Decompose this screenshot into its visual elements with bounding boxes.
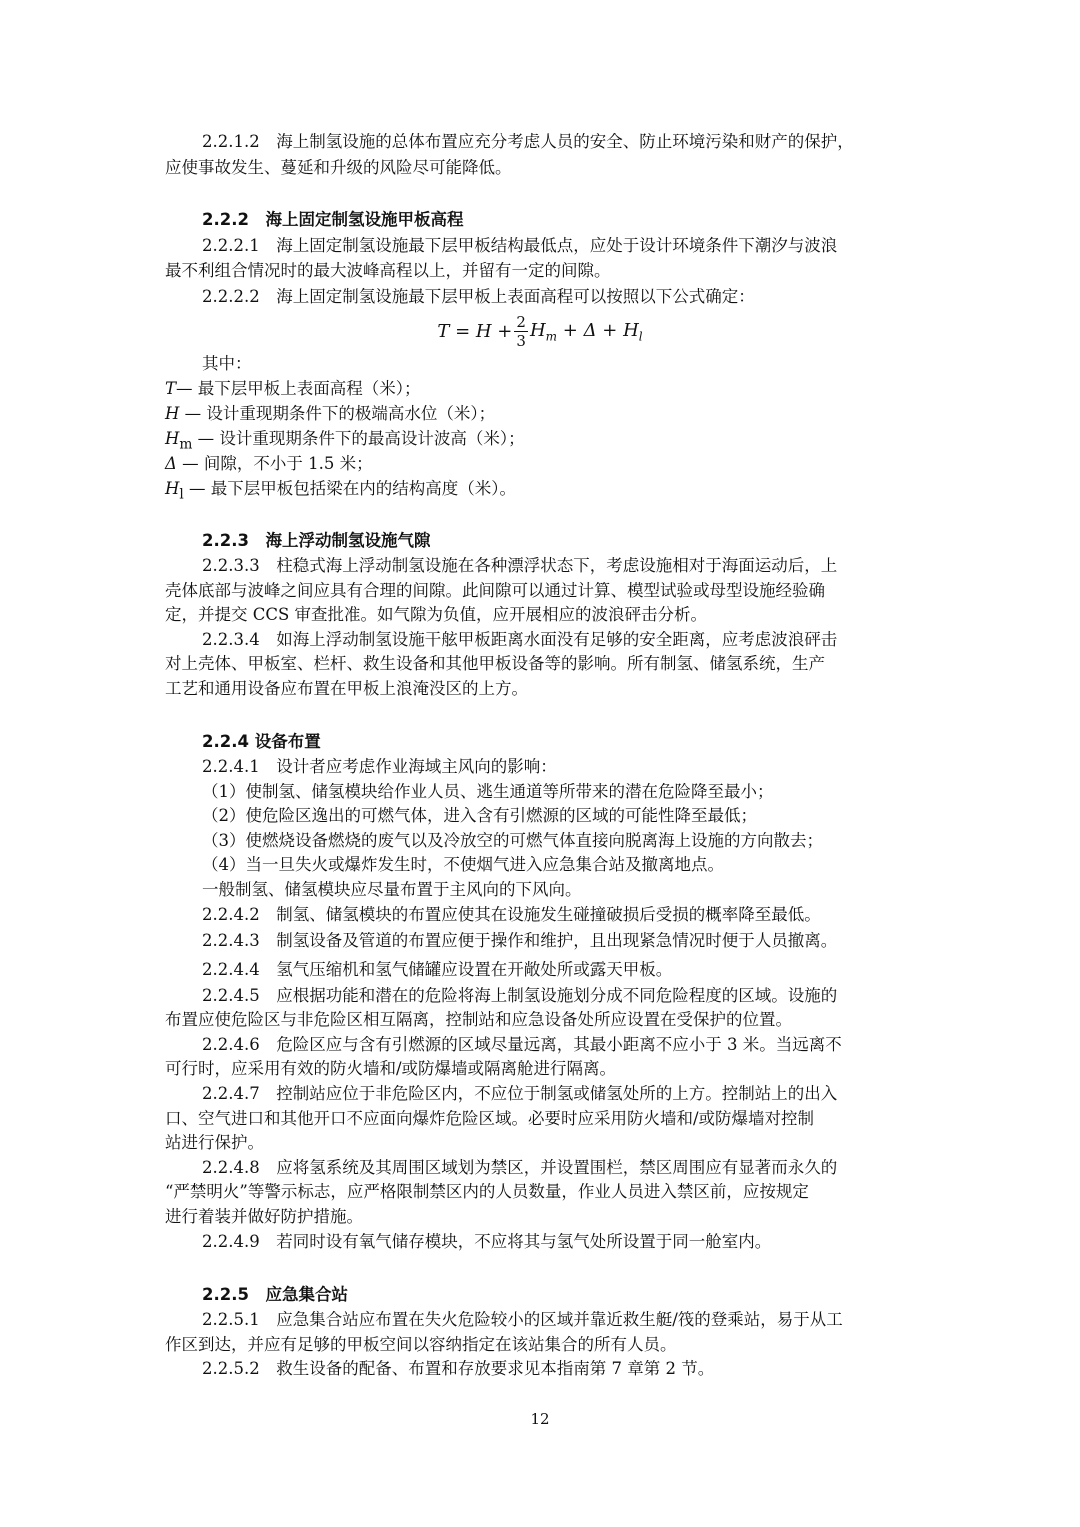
- clause-2-2-5-2: 2.2.5.2 救生设备的配备、布置和存放要求见本指南第 7 章第 2 节。: [202, 1359, 715, 1378]
- section-heading-2-2-3: 2.2.3 海上浮动制氢设施气隙: [202, 531, 431, 550]
- clause-text: 可行时，应采用有效的防火墙和/或防爆墙或隔离舱进行隔离。: [165, 1059, 617, 1078]
- clause-2-2-4-5: 2.2.4.5 应根据功能和潜在的危险将海上制氢设施划分成不同危险程度的区域。设施的: [202, 986, 838, 1005]
- clause-text: 作区到达，并应有足够的甲板空间以容纳指定在该站集合的所有人员。: [165, 1335, 677, 1354]
- section-heading-2-2-4: 2.2.4 设备布置: [202, 732, 321, 751]
- page-number: 12: [530, 1410, 550, 1428]
- clause-text: “严禁明火”等警示标志，应严格限制禁区内的人员数量，作业人员进入禁区前，应按规定: [165, 1182, 809, 1201]
- clause-2-2-4-1: 2.2.4.1 设计者应考虑作业海域主风向的影响：: [202, 757, 557, 776]
- list-item: （1）使制氢、储氢模块给作业人员、逃生通道等所带来的潜在危险降至最小；: [202, 782, 774, 801]
- section-heading-2-2-5: 2.2.5 应急集合站: [202, 1285, 348, 1304]
- formula-subscript: l: [638, 329, 643, 344]
- definition-item: Δ — 间隙，不小于 1.5 米；: [165, 454, 373, 473]
- clause-text: 口、空气进口和其他开口不应面向爆炸危险区域。必要时应采用防火墙和/或防爆墙对控制: [165, 1109, 815, 1128]
- definition-item: $H_l$ — 最下层甲板包括梁在内的结构高度（米）。: [165, 479, 517, 503]
- clause-text: 定，并提交 CCS 审查批准。如气隙为负值，应开展相应的波浪砰击分析。: [165, 605, 708, 624]
- clause-text: 工艺和通用设备应布置在甲板上浪淹没区的上方。: [165, 679, 528, 698]
- list-item: （2）使危险区逸出的可燃气体，进入含有引燃源的区域的可能性降至最低；: [202, 806, 757, 825]
- formula-subscript: m: [545, 329, 558, 344]
- clause-2-2-5-1: 2.2.5.1 应急集合站应布置在失火危险较小的区域并靠近救生艇/筏的登乘站，易于从工: [202, 1310, 843, 1329]
- clause-text: 最不利组合情况时的最大波峰高程以上，并留有一定的间隙。: [165, 261, 611, 280]
- clause-2-2-4-9: 2.2.4.9 若同时设有氧气储存模块，不应将其与氢气处所设置于同一舱室内。: [202, 1232, 772, 1251]
- definition-item: H — 设计重现期条件下的极端高水位（米）；: [165, 404, 496, 423]
- definition-item: T— 最下层甲板上表面高程（米）；: [165, 379, 421, 398]
- list-item: （3）使燃烧设备燃烧的废气以及冷放空的可燃气体直接向脱离海上设施的方向散去；: [202, 831, 823, 850]
- clause-text: 对上壳体、甲板室、栏杆、救生设备和其他甲板设备等的影响。所有制氢、储氢系统，生产: [165, 654, 825, 673]
- clause-text: 应使事故发生、蔓延和升级的风险尽可能降低。: [165, 158, 512, 177]
- clause-2-2-4-3: 2.2.4.3 制氢设备及管道的布置应便于操作和维护，且出现紧急情况时便于人员撤离。: [202, 931, 838, 950]
- clause-2-2-3-4: 2.2.3.4 如海上浮动制氢设施干舷甲板距离水面没有足够的安全距离，应考虑波浪砰击: [202, 630, 838, 649]
- clause-2-2-2-2: 2.2.2.2 海上固定制氢设施最下层甲板上表面高程可以按照以下公式确定：: [202, 287, 755, 306]
- formula-numerator: 2: [516, 313, 526, 331]
- definition-item: $H_m$ — 设计重现期条件下的最高设计波高（米）；: [165, 429, 525, 453]
- where-label: 其中：: [202, 354, 252, 373]
- formula-term: H: [529, 319, 546, 341]
- formula-lhs: T = H +: [437, 321, 513, 342]
- section-heading-2-2-2: 2.2.2 海上固定制氢设施甲板高程: [202, 210, 464, 229]
- clause-text: 站进行保护。: [165, 1133, 264, 1152]
- clause-2-2-4-8: 2.2.4.8 应将氢系统及其周围区域划为禁区，并设置围栏，禁区周围应有显著而永久的: [202, 1158, 838, 1177]
- list-item: （4）当一旦失火或爆炸发生时，不使烟气进入应急集合站及撤离地点。: [202, 855, 724, 874]
- clause-text: 一般制氢、储氢模块应尽量布置于主风向的下风向。: [202, 880, 582, 899]
- clause-2-2-4-2: 2.2.4.2 制氢、储氢模块的布置应使其在设施发生碰撞破损后受损的概率降至最低。: [202, 905, 821, 924]
- formula-denominator: 3: [516, 332, 526, 350]
- clause-text: 进行着装并做好防护措施。: [165, 1207, 363, 1226]
- clause-2-2-1-2: 2.2.1.2 海上制氢设施的总体布置应充分考虑人员的安全、防止环境污染和财产的保护，: [202, 132, 854, 151]
- clause-2-2-4-7: 2.2.4.7 控制站应位于非危险区内，不应位于制氢或储氢处所的上方。控制站上的出入: [202, 1084, 838, 1103]
- clause-2-2-4-6: 2.2.4.6 危险区应与含有引燃源的区域尽量远离，其最小距离不应小于 3 米。当远离不: [202, 1035, 842, 1054]
- clause-2-2-3-3: 2.2.3.3 柱稳式海上浮动制氢设施在各种漂浮状态下，考虑设施相对于海面运动后，上: [202, 556, 838, 575]
- clause-2-2-2-1: 2.2.2.1 海上固定制氢设施最下层甲板结构最低点，应处于设计环境条件下潮汐与波浪: [202, 236, 838, 255]
- formula-fraction: [514, 313, 528, 350]
- clause-2-2-4-4: 2.2.4.4 氢气压缩机和氢气储罐应设置在开敞处所或露天甲板。: [202, 960, 673, 979]
- formula-term: + Δ + H: [557, 319, 639, 341]
- clause-text: 壳体底部与波峰之间应具有合理的间隙。此间隙可以通过计算、模型试验或母型设施经验确: [165, 581, 825, 600]
- clause-text: 布置应使危险区与非危险区相互隔离，控制站和应急设备处所应设置在受保护的位置。: [165, 1010, 792, 1029]
